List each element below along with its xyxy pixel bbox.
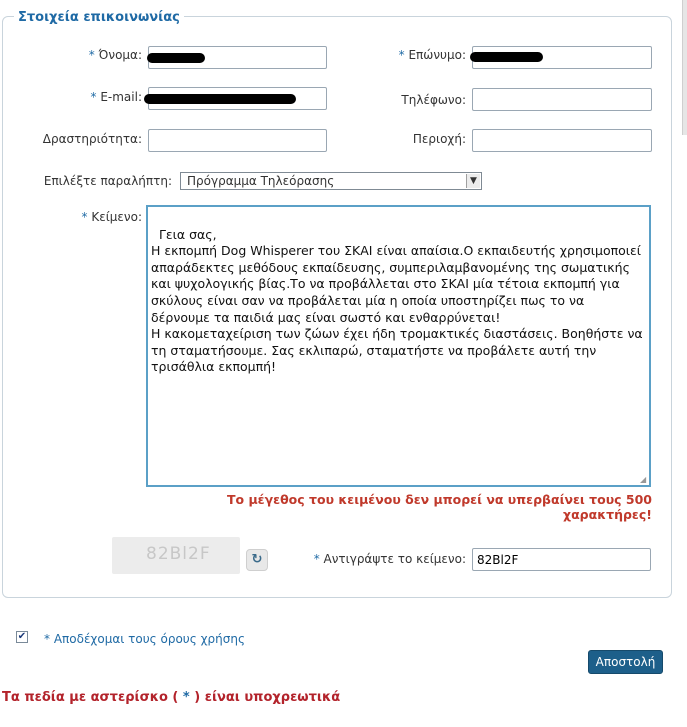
captcha-image-text: 82Bl2F bbox=[146, 544, 211, 564]
fieldset-legend: Στοιχεία επικοινωνίας bbox=[14, 10, 184, 25]
region-label: Περιοχή: bbox=[412, 132, 466, 146]
message-text: Γεια σας, Η εκπομπή Dog Whisperer του ΣΚΑΙ είναι απαίσια.Ο εκπαιδευτής χρησιμοποιεί απαράδεκτες μεθόδους εκπαίδευσης, συμπεριλαμβανομένης της σωματικής και ψυχολογικής βίας.Το να προβάλλεται στο ΣΚΑΙ μία τέτοια εκπομπή για σκύλους είναι σαν να προβάλεται μία η οποία υποστηρίζει πως το να δέρνουμε τα παιδιά μας είναι σωστό και ενθαρρύνεται! Η κακομεταχείριση των ζώων έχει ήδη τρομακτικές διαστάσεις. Βοηθήστε να τη σταματήσουμε. Σας εκλιπαρώ, σταματήστε να προβάλετε αυτή την τρισάθλια εκπομπή! bbox=[151, 226, 643, 375]
activity-field[interactable] bbox=[148, 129, 327, 152]
redaction-mark bbox=[147, 53, 205, 63]
submit-button[interactable]: Αποστολή bbox=[588, 650, 663, 674]
phone-label: Τηλέφωνο: bbox=[401, 93, 466, 107]
recipient-select[interactable] bbox=[180, 172, 482, 190]
region-field[interactable] bbox=[472, 129, 652, 152]
required-note: Τα πεδία με αστερίσκο ( * ) είναι υποχρεωτικά bbox=[2, 690, 341, 705]
resize-handle-icon[interactable]: ◢ bbox=[640, 475, 647, 484]
captcha-input[interactable] bbox=[472, 548, 651, 571]
email-label: * E-mail: bbox=[90, 90, 142, 104]
activity-label: Δραστηριότητα: bbox=[42, 132, 142, 146]
page-scrollbar[interactable] bbox=[682, 0, 687, 135]
message-label: * Κείμενο: bbox=[81, 210, 142, 224]
terms-label: * Αποδέχομαι τους όρους χρήσης bbox=[44, 632, 246, 646]
captcha-image bbox=[112, 537, 240, 574]
refresh-captcha-icon[interactable]: ↻ bbox=[246, 549, 268, 571]
length-warning: Το μέγεθος του κειμένου δεν μπορεί να υπερβαίνει τους 500 χαρακτήρες! bbox=[226, 492, 652, 522]
recipient-selected-value: Πρόγραμμα Τηλεόρασης bbox=[187, 174, 335, 188]
terms-checkbox[interactable]: ✔ bbox=[17, 631, 27, 642]
redaction-mark bbox=[470, 52, 543, 62]
phone-field[interactable] bbox=[472, 88, 652, 111]
first-name-label: * Όνομα: bbox=[88, 48, 142, 62]
recipient-label: Επιλέξτε παραλήπτη: bbox=[43, 174, 172, 188]
chevron-down-icon[interactable]: ▼ bbox=[466, 174, 480, 188]
message-textarea[interactable] bbox=[146, 205, 651, 487]
captcha-label: * Αντιγράψτε το κείμενο: bbox=[313, 552, 466, 566]
redaction-mark bbox=[144, 94, 296, 104]
last-name-label: * Επώνυμο: bbox=[398, 48, 466, 62]
